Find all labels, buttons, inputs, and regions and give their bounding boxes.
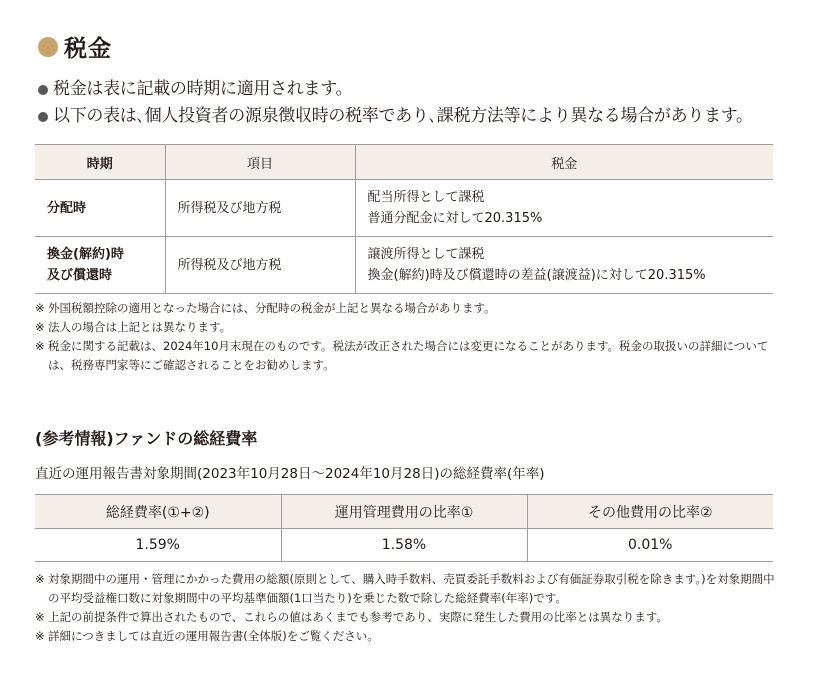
column-header-management-ratio: 運用管理費用の比率① <box>281 495 527 529</box>
bullet-item <box>38 76 753 103</box>
note-item: ※ 対象期間中の運用・管理にかかった費用の総額(原則として、購入時手数料、売買委託手数料および有価証券取引税を除きます。)を対象期間中の平均受益権口数に対象期間中の平均基準価額(1口当たり)を乗じた数で除した総経費率(年率)です。 <box>35 572 775 605</box>
section-header <box>38 30 112 63</box>
note-item: ※ 詳細につきましては直近の運用報告書(全体版)をご覧ください。 <box>35 629 379 643</box>
bullet-text: 以下の表は､個人投資者の源泉徴収時の税率であり､課税方法等により異なる場合があります。 <box>53 106 753 126</box>
fund-notes <box>35 570 780 646</box>
tax-cell: 譲渡所得として課税 換金(解約)時及び償還時の差益(譲渡益)に対して20.315% <box>355 237 773 294</box>
column-header-total-ratio: 総経費率(①+②) <box>35 495 281 529</box>
item-cell: 所得税及び地方税 <box>165 180 355 237</box>
table-header-row <box>35 495 773 529</box>
tax-cell: 配当所得として課税 普通分配金に対して20.315% <box>355 180 773 237</box>
bullet-icon <box>38 112 48 122</box>
section-title: 税金 <box>64 36 112 62</box>
management-ratio-value: 1.58% <box>281 529 527 562</box>
period-cell: 分配時 <box>35 180 165 237</box>
column-header-tax: 税金 <box>355 145 773 180</box>
period-cell: 換金(解約)時 及び償還時 <box>35 237 165 294</box>
note-item: ※ 税金に関する記載は、2024年10月末現在のものです。税法が改正された場合には変更になることがあります。税金の取扱いの詳細については、税務専門家等にご確認されることをお勧めします。 <box>35 339 769 372</box>
bullet-icon <box>38 85 48 95</box>
table-row <box>35 180 773 237</box>
note-item: ※ 外国税額控除の適用となった場合には、分配時の税金が上記と異なる場合があります。 <box>35 301 496 315</box>
other-ratio-value: 0.01% <box>527 529 773 562</box>
note-item: ※ 上記の前提条件で算出されたもので、これらの値はあくまでも参考であり、実際に発生した費用の比率とは異なります。 <box>35 610 668 624</box>
tax-table <box>35 144 773 294</box>
fund-section-caption: 直近の運用報告書対象期間(2023年10月28日～2024年10月28日)の総経費率(年率) <box>35 466 545 482</box>
total-ratio-value: 1.59% <box>35 529 281 562</box>
column-header-period: 時期 <box>35 145 165 180</box>
column-header-item: 項目 <box>165 145 355 180</box>
tax-notes <box>35 299 780 375</box>
item-cell: 所得税及び地方税 <box>165 237 355 294</box>
table-header-row <box>35 145 773 180</box>
bullet-text: 税金は表に記載の時期に適用されます。 <box>53 79 353 99</box>
bullet-list <box>38 76 753 130</box>
bullet-item <box>38 103 753 130</box>
expense-ratio-table <box>35 494 773 562</box>
column-header-other-ratio: その他費用の比率② <box>527 495 773 529</box>
fund-section-title: (参考情報)ファンドの総経費率 <box>35 429 258 448</box>
table-row <box>35 237 773 294</box>
title-bullet-icon <box>38 37 58 57</box>
note-item: ※ 法人の場合は上記とは異なります。 <box>35 320 232 334</box>
table-row <box>35 529 773 562</box>
